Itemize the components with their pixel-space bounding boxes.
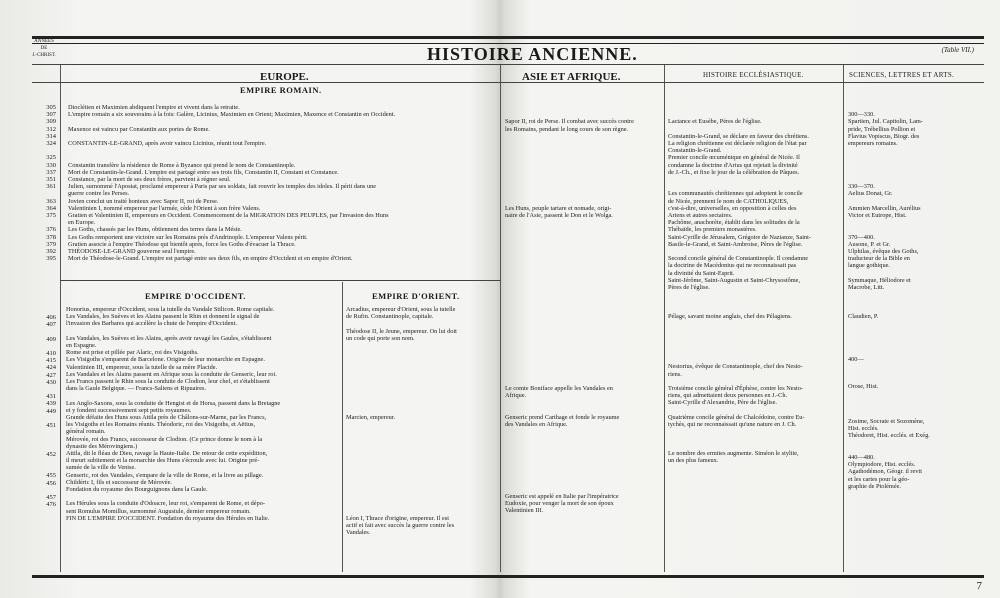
rule-years xyxy=(60,64,61,572)
sciences-entries-bottom: Zosime, Socrate et Sozomène, Hist. ecclés. Théodoret, Hist. ecclés. et Exég. 440—480. Olympiodore, Hist. ecclés. Agathodémon, Géogr. il revit et les cartes pour la géo- graphie de Ptolémée. xyxy=(848,418,930,490)
occident-entries: Honorius, empereur d'Occident, sous la tutelle du Vandale Stilicon. Rome capitale. Les Vandales, les Suèves et les Alains passent le Rhin et donnent le signal de l'invasion des Barbares qui accélère la chute de l'empire d'Occident. Les Vandales, les Suèves et les Alains, après avoir ravagé les Gaules, s'établissent en Espagne. Rome est prise et pillée par Alaric, roi des Visigoths. Les Visigoths s'emparent de Barcelone. Origine de leur monarchie en Espagne. Valentinien III, empereur, sous la tutelle de sa mère Placide. Les Vandales et les Alains passent en Afrique sous la conduite de Genseric, leur roi. Les Francs passent le Rhin sous la conduite de Clodion, leur chef, et s'établissent dans la Gaule Belgique. — Francs-Saliens et Ripuaires. Les Anglo-Saxons, sous la conduite de Hengist et de Horsa, passent dans la Bretagne et y fondent successivement sept petits royaumes. Grande défaite des Huns sous Attila près de Châlons-sur-Marne, par les Francs, les Visigoths et les Romains réunis. Théodoric, roi des Visigoths, et Aëtius, général romain. Mérovée, roi des Francs, successeur de Clodion. (Ce prince donne le nom à la dynastie des Mérovingiens.) Attila, dit le fléau de Dieu, ravage la Haute-Italie. De retour de cette expédition, il meurt subitement et la monarchie des Huns s'écroule avec lui. Origine pré- sumée de la ville de Venise. Genseric, roi des Vandales, s'empare de la ville de Rome, et la livre au pillage. Childéric I, fils et successeur de Mérovée. Fondation du royaume des Bourguignons dans la Gaule. Les Hérules sous la conduite d'Odoacre, leur roi, s'emparent de Rome, et dépo- sent Romulus Momillus, surnommé Augustule, dernier empereur romain. FIN DE L'EMPIRE D'OCCIDENT. Fondation du royaume des Hérules en Italie. xyxy=(66,306,281,522)
table-reference: (Table VII.) xyxy=(941,46,974,54)
sciences-hist: Orose, Hist. xyxy=(848,383,879,390)
sciences-entries: 300—330. Spartien, Jul. Capitolin, Lam- pride, Trébellius Pollion et Flavius Vopiscus, Biogr. des empereurs romains. 330—370. Aelius Donat, Gr. Ammien Marcellin, Aurélius Victor et Eutrope, Hist. 370—400. Ausone, P. et Gr. Ulphilas, évêque des Goths, traducteur de la Bible en langue gothique. Symmaque, Héliodore et Macrobe, Litt. Claudien, P. 400— xyxy=(848,111,923,364)
rule-orient xyxy=(342,282,343,572)
years-mid: 406 407 409 410 415 424 427 430 431 439 449 451 452 455 456 457 476 xyxy=(46,314,56,509)
column-europe: EUROPE. xyxy=(260,71,309,83)
rule-europe xyxy=(500,64,501,572)
column-eccl: HISTOIRE ECCLÉSIASTIQUE. xyxy=(703,71,804,79)
subhead-empire-romain: EMPIRE ROMAIN. xyxy=(240,85,322,95)
years-column-label: ANNÉES DE J.-CHRIST. xyxy=(32,39,56,58)
rule-split xyxy=(60,280,500,281)
rule-eccl xyxy=(843,64,844,572)
subhead-orient: EMPIRE D'ORIENT. xyxy=(372,291,460,301)
rule-asie xyxy=(664,64,665,572)
years-top: 305 307 309 312 314 324 325 330 337 351 361 363 364 375 376 378 379 392 395 xyxy=(46,104,56,263)
eccl-entries: Lactance et Eusèbe, Pères de l'église. Constantin-le-Grand, se déclare en faveur des chrétiens. La religion chrétienne est déclarée religion de l'état par Constantin-le-Grand. Premier concile œcuménique en général de Nicée. Il condamne la doctrine d'Arius qui rejetait la divinité de J.-Ch., et fixe le jour de la célébration de Pâques. Les communautés chrétiennes qui adoptent le concile de Nicée, prennent le nom de CATHOLIQUES, c'est-à-dire, universelles, en opposition à celles des Ariens et autres sectaires. Pachôme, anachorète, établit dans les solitudes de la Thébaïde, les premiers monastères. Saint-Cyrille de Jérusalem, Grégoire de Nazianze, Saint- Basile-le-Grand, et Saint-Ambroise, Pères de l'église. Second concile général de Constantinople. Il condamne la doctrine de Macédonius qui ne reconnaissait pas la divinité du Saint-Esprit. Saint-Jérôme, Saint-Augustin et Saint-Chrysostôme, Pères de l'église. Pélage, savant moine anglais, chef des Pélagiens. Nestorius, évêque de Constantinople, chef des Nesto- riens. Troisième concile général d'Éphèse, contre les Nesto- riens, qui admettaient deux personnes en J.-Ch. Saint-Cyrille d'Alexandrie, Père de l'église. Quatrième concile général de Chalcédoine, contre Eu- tychès, qui ne reconnaissait qu'une nature en J. Ch. Le nombre des ermites augmente. Siméon le stylite, un des plus fameux. xyxy=(668,118,812,464)
page-title: HISTOIRE ANCIENNE. xyxy=(427,44,638,64)
column-asie: ASIE ET AFRIQUE. xyxy=(522,71,621,83)
subhead-occident: EMPIRE D'OCCIDENT. xyxy=(145,291,246,301)
page-number: 7 xyxy=(976,580,982,592)
orient-entries: Arcadius, empereur d'Orient, sous la tutelle de Rufin. Constantinople, capitale. Théodose II, le Jeune, empereur. On lui doit un code qui porte son nom. Marcien, empereur. Léon I, Thrace d'origine, empereur. Il est actif et fait avec succès la guerre contre les Vandales. xyxy=(346,306,457,537)
europe-entries-top: Dioclétien et Maximien abdiquent l'empire et vivent dans la retraite. L'empire romain a six souverains à la fois: Galère, Licinius, Maximien en Orient; Maximien, Maxence et Constantin en Occident. Maxence est vaincu par Constantin aux portes de Rome. CONSTANTIN-LE-GRAND, après avoir vaincu Licinius, réunit tout l'empire. Constantin transfère la résidence de Rome à Byzance qui prend le nom de Constantinople. Mort de Constantin-le-Grand. L'empire est partagé entre ses trois fils, Constantin II, Constant et Constance. Constance, par la mort de ses deux frères, parvient à régner seul. Julien, surnommé l'Apostat, proclamé empereur à Paris par ses soldats, fait rouvrir les temples des idoles. Il périt dans une guerre contre les Perses. Jovien conclut un traité honteux avec Sapor II, roi de Perse. Valentinien I, nommé empereur par l'armée, cède l'Orient à son frère Valens. Gratien et Valentinien II, empereurs en Occident. Commencement de la MIGRATION DES PEUPLES, par l'invasion des Huns en Europe. Les Goths, chassés par les Huns, obtiennent des terres dans la Mésie. Les Goths remportent une victoire sur les Romains près d'Andrinople. L'empereur Valens périt. Gratien associe à l'empire Théodose qui bientôt après, force les Goths d'évacuer la Thrace. THÉODOSE-LE-GRAND gouverne seul l'empire. Mort de Théodose-le-Grand. L'empire est partagé entre ses deux fils, en empire d'Occident et en empire d'Orient. xyxy=(68,104,396,263)
column-sciences: SCIENCES, LETTRES ET ARTS. xyxy=(849,71,955,79)
rule-header xyxy=(32,64,984,65)
asie-entries: Sapor II, roi de Perse. Il combat avec succès contre les Romains, pendant le long cours de son règne. Les Huns, peuple tartare et nomade, origi- naire de l'Asie, passent le Don et le Wolga. Le comte Boniface appelle les Vandales en Afrique. Genseric prend Carthage et fonde le royaume des Vandales en Afrique. Genseric est appelé en Italie par l'impératrice Eudoxie, pour venger la mort de son époux Valentinien III. xyxy=(505,118,634,515)
rule-colheads xyxy=(32,82,984,83)
